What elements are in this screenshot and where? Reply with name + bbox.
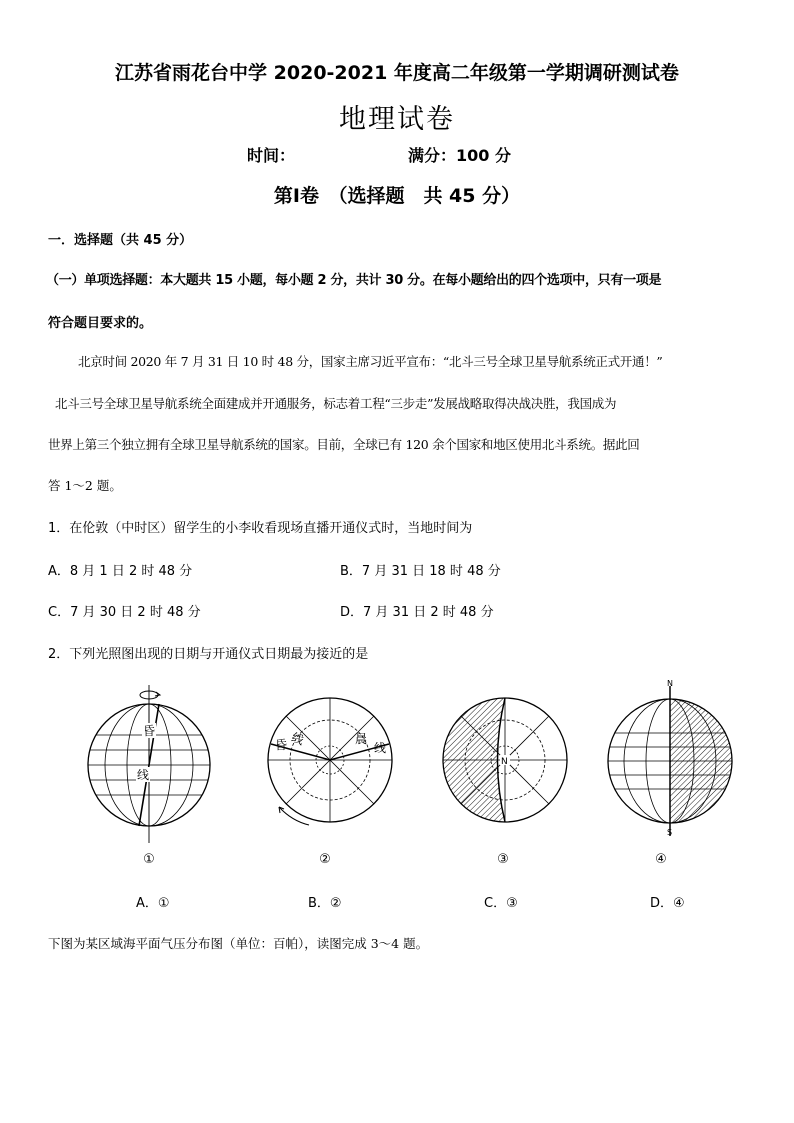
illumination-figure-1 xyxy=(88,683,210,843)
globe4-label-north: N xyxy=(667,679,673,688)
q1-option-d: D．7 月 31 日 2 时 48 分 xyxy=(340,605,494,620)
globe1-label-dusk: 昏 xyxy=(143,724,156,738)
q2-option-a: A．① xyxy=(136,896,170,911)
volume-title: 第Ⅰ卷 （选择题 共 45 分） xyxy=(273,185,521,207)
q2-stem: 2．下列光照图出现的日期与开通仪式日期最为接近的是 xyxy=(48,647,369,662)
globe2-label-dawn: 晨 xyxy=(355,732,368,746)
passage-line-3: 世界上第三个独立拥有全球卫星导航系统的国家。目前，全球已有 120 余个国家和地区使用北斗系统。据此回 xyxy=(48,437,640,452)
q2-option-d: D．④ xyxy=(650,896,685,911)
figure-label-2: ② xyxy=(319,852,331,867)
globe2-label-line-left: 线 xyxy=(289,730,306,748)
globe2-label-line-right: 线 xyxy=(374,741,387,755)
q1-option-c: C．7 月 30 日 2 时 48 分 xyxy=(48,605,201,620)
q1-stem: 1．在伦敦（中时区）留学生的小李收看现场直播开通仪式时，当地时间为 xyxy=(48,521,473,536)
globe1-label-line: 线 xyxy=(137,768,150,782)
illumination-figure-3 xyxy=(442,697,568,823)
illumination-figure-4 xyxy=(607,678,733,838)
figure-label-4: ④ xyxy=(655,852,667,867)
section-instructions-line1: （一）单项选择题：本大题共 15 小题，每小题 2 分，共计 30 分。在每小题给出的四个选项中，只有一项是 xyxy=(46,273,662,288)
score-label: 满分：100 分 xyxy=(408,146,511,165)
passage-line-4: 答 1～2 题。 xyxy=(48,478,122,493)
q1-option-a: A．8 月 1 日 2 时 48 分 xyxy=(48,564,193,579)
passage-line-1: 北京时间 2020 年 7 月 31 日 10 时 48 分，国家主席习近平宣布：“北斗三号全球卫星导航系统正式开通！” xyxy=(78,354,663,369)
passage-line-2: 北斗三号全球卫星导航系统全面建成并开通服务，标志着工程“三步走”发展战略取得决战决胜，我国成为 xyxy=(55,396,617,411)
q2-option-b: B．② xyxy=(308,896,342,911)
globe3-label-north: N xyxy=(501,757,508,767)
figure-label-3: ③ xyxy=(497,852,509,867)
globe2-label-dusk: 昏 xyxy=(275,738,288,752)
section-heading: 一．选择题（共 45 分） xyxy=(48,233,193,248)
q1-option-b: B．7 月 31 日 18 时 48 分 xyxy=(340,564,501,579)
time-label: 时间： xyxy=(247,146,296,165)
figure-label-1: ① xyxy=(143,852,155,867)
section-instructions-line2: 符合题目要求的。 xyxy=(48,316,153,331)
q3-4-intro: 下图为某区域海平面气压分布图（单位：百帕），读图完成 3～4 题。 xyxy=(48,936,429,951)
subject-title: 地理试卷 xyxy=(339,104,455,135)
illumination-figure-2 xyxy=(267,697,393,837)
q2-option-c: C．③ xyxy=(484,896,518,911)
school-title: 江苏省雨花台中学 2020-2021 年度高二年级第一学期调研测试卷 xyxy=(115,62,679,84)
globe4-label-south: S xyxy=(667,828,673,837)
